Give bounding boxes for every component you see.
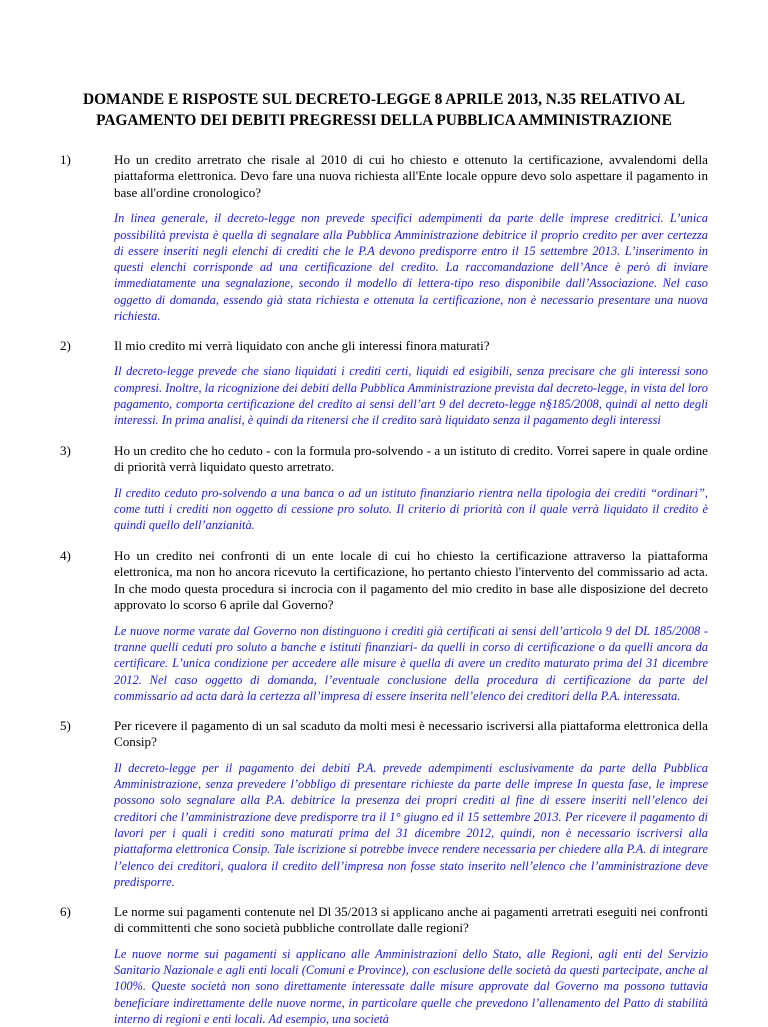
answer-text: Le nuove norme sui pagamenti si applicano alle Amministrazioni dello Stato, alle Regioni, agli enti del Servizio Sanitario Nazionale e agli enti locali (Comuni e Province), con esclusione delle società da questi partecipate, anche al 100%. Queste società non sono direttamente interessate dalle misure approvate dal Governo ma possono tuttavia beneficiare indirettamente delle nuove norme, in particolare quelle che prevedono l’allenamento del Patto di stabilità interno di regioni e enti locali. Ad esempio, una società — [114, 946, 708, 1026]
answer-text: Le nuove norme varate dal Governo non distinguono i crediti già certificati ai sensi dell’articolo 9 del DL 185/2008 - tranne quelli ceduti pro soluto a banche e istituti finanziari- da quelli in corso di certificazione o da quelli ancora da certificare. L’unica condizione per accedere alle misure è quella di avere un credito maturato prima del 31 dicembre 2012. Nel caso oggetto di domanda, l’eventuale conclusione della procedura di certificazione da parte del commissario ad acta darà la certezza all’impresa di essere inserita nell’elenco dei creditori della P.A. interessata. — [114, 623, 708, 703]
qa-item-2 — [60, 338, 708, 429]
answer-text: Il credito ceduto pro-solvendo a una banca o ad un istituto finanziario rientra nella tipologia dei crediti “ordinari”, come tutti i crediti non oggetto di cessione pro soluto. Il criterio di priorità con il quale verrà liquidato il credito è quindi quello dell’anzianità. — [114, 485, 708, 533]
qa-item-6 — [60, 904, 708, 1027]
answer-text: Il decreto-legge per il pagamento dei debiti P.A. prevede adempimenti esclusivamente da parte della Pubblica Amministrazione, senza prevedere l’obbligo di presentare richieste da parte delle imprese In questa fase, le imprese possono solo segnalare alla P.A. debitrice la presenza dei propri crediti al fine di essere inseriti nell’elenco dei creditori che l’amministrazione deve predisporre tra il 1° giugno ed il 15 settembre 2013. Per ricevere il pagamento di lavori per i quali i crediti sono maturati prima del 31 dicembre 2012, quindi, non è necessario iscriversi alla piattaforma elettronica Consip. Tale iscrizione si potrebbe invece rendere necessaria per chiedere alla P.A. di integrare l’elenco dei creditori, qualora il credito dell’impresa non fosse stato inserito nell’elenco che l’amministrazione deve predisporre. — [114, 760, 708, 889]
document-title: DOMANDE E RISPOSTE SUL DECRETO-LEGGE 8 APRILE 2013, N.35 RELATIVO AL PAGAMENTO DEI DEBITI PREGRESSI DELLA PUBBLICA AMMINISTRAZIONE — [82, 91, 686, 129]
qa-item-1 — [60, 152, 708, 324]
question-text: Il mio credito mi verrà liquidato con anche gli interessi finora maturati? — [114, 338, 490, 353]
qa-item-4 — [60, 548, 708, 704]
question-number: 1) — [60, 152, 71, 167]
question-number: 5) — [60, 718, 71, 733]
question-text: Per ricevere il pagamento di un sal scaduto da molti mesi è necessario iscriversi alla piattaforma elettronica della Consip? — [114, 718, 708, 750]
qa-item-3 — [60, 443, 708, 534]
question-number: 2) — [60, 338, 71, 353]
question-text: Ho un credito nei confronti di un ente locale di cui ho chiesto la certificazione attraverso la piattaforma elettronica, ma non ho ancora ricevuto la certificazione, ho pertanto chiesto l'intervento del commissario ad acta. In che modo questa procedura si incrocia con il pagamento del mio credito in base alle disposizione del decreto approvato lo scorso 6 aprile dal Governo? — [114, 548, 708, 613]
answer-text: In linea generale, il decreto-legge non prevede specifici adempimenti da parte delle imprese creditrici. L’unica possibilità prevista è quella di segnalare alla Pubblica Amministrazione debitrice il proprio credito per aver certezza di essere inseriti negli elenchi di crediti che le P.A devono predisporre entro il 15 settembre 2013. L’inserimento in questi elenchi corrisponde ad una certificazione del credito. La raccomandazione dell’Ance è però di inviare immediatamente una segnalazione, secondo il modello di lettera-tipo reso disponibile dall’Associazione. Nel caso oggetto di domanda, essendo già stata richiesta e ottenuta la certificazione, non è necessario presentare una nuova richiesta. — [114, 211, 708, 323]
question-number: 3) — [60, 443, 71, 458]
qa-item-5 — [60, 718, 708, 890]
answer-text: Il decreto-legge prevede che siano liquidati i crediti certi, liquidi ed esigibili, senza precisare che gli interessi sono compresi. Inoltre, la ricognizione dei debiti della Pubblica Amministrazione prevista dal decreto-legge, in vista del loro pagamento, comporta certificazione del credito ai sensi dell’art 9 del decreto-legge n§185/2008, quindi al netto degli interessi. In prima analisi, è quindi da ritenersi che il credito sarà liquidato senza il pagamento degli interessi — [114, 364, 708, 428]
question-text: Ho un credito che ho ceduto - con la formula pro-solvendo - a un istituto di credito. Vorrei sapere in quale ordine di priorità verrà liquidato questo arretrato. — [114, 443, 708, 475]
question-number: 6) — [60, 904, 71, 919]
question-text: Le norme sui pagamenti contenute nel Dl 35/2013 si applicano anche ai pagamenti arretrati eseguiti nei confronti di committenti che sono società pubbliche controllate dalle regioni? — [114, 904, 708, 936]
question-number: 4) — [60, 548, 71, 563]
question-text: Ho un credito arretrato che risale al 2010 di cui ho chiesto e ottenuto la certificazione, avvalendomi della piattaforma elettronica. Devo fare una nuova richiesta all'Ente locale oppure devo solo aspettare il pagamento in base all'ordine cronologico? — [114, 152, 708, 200]
